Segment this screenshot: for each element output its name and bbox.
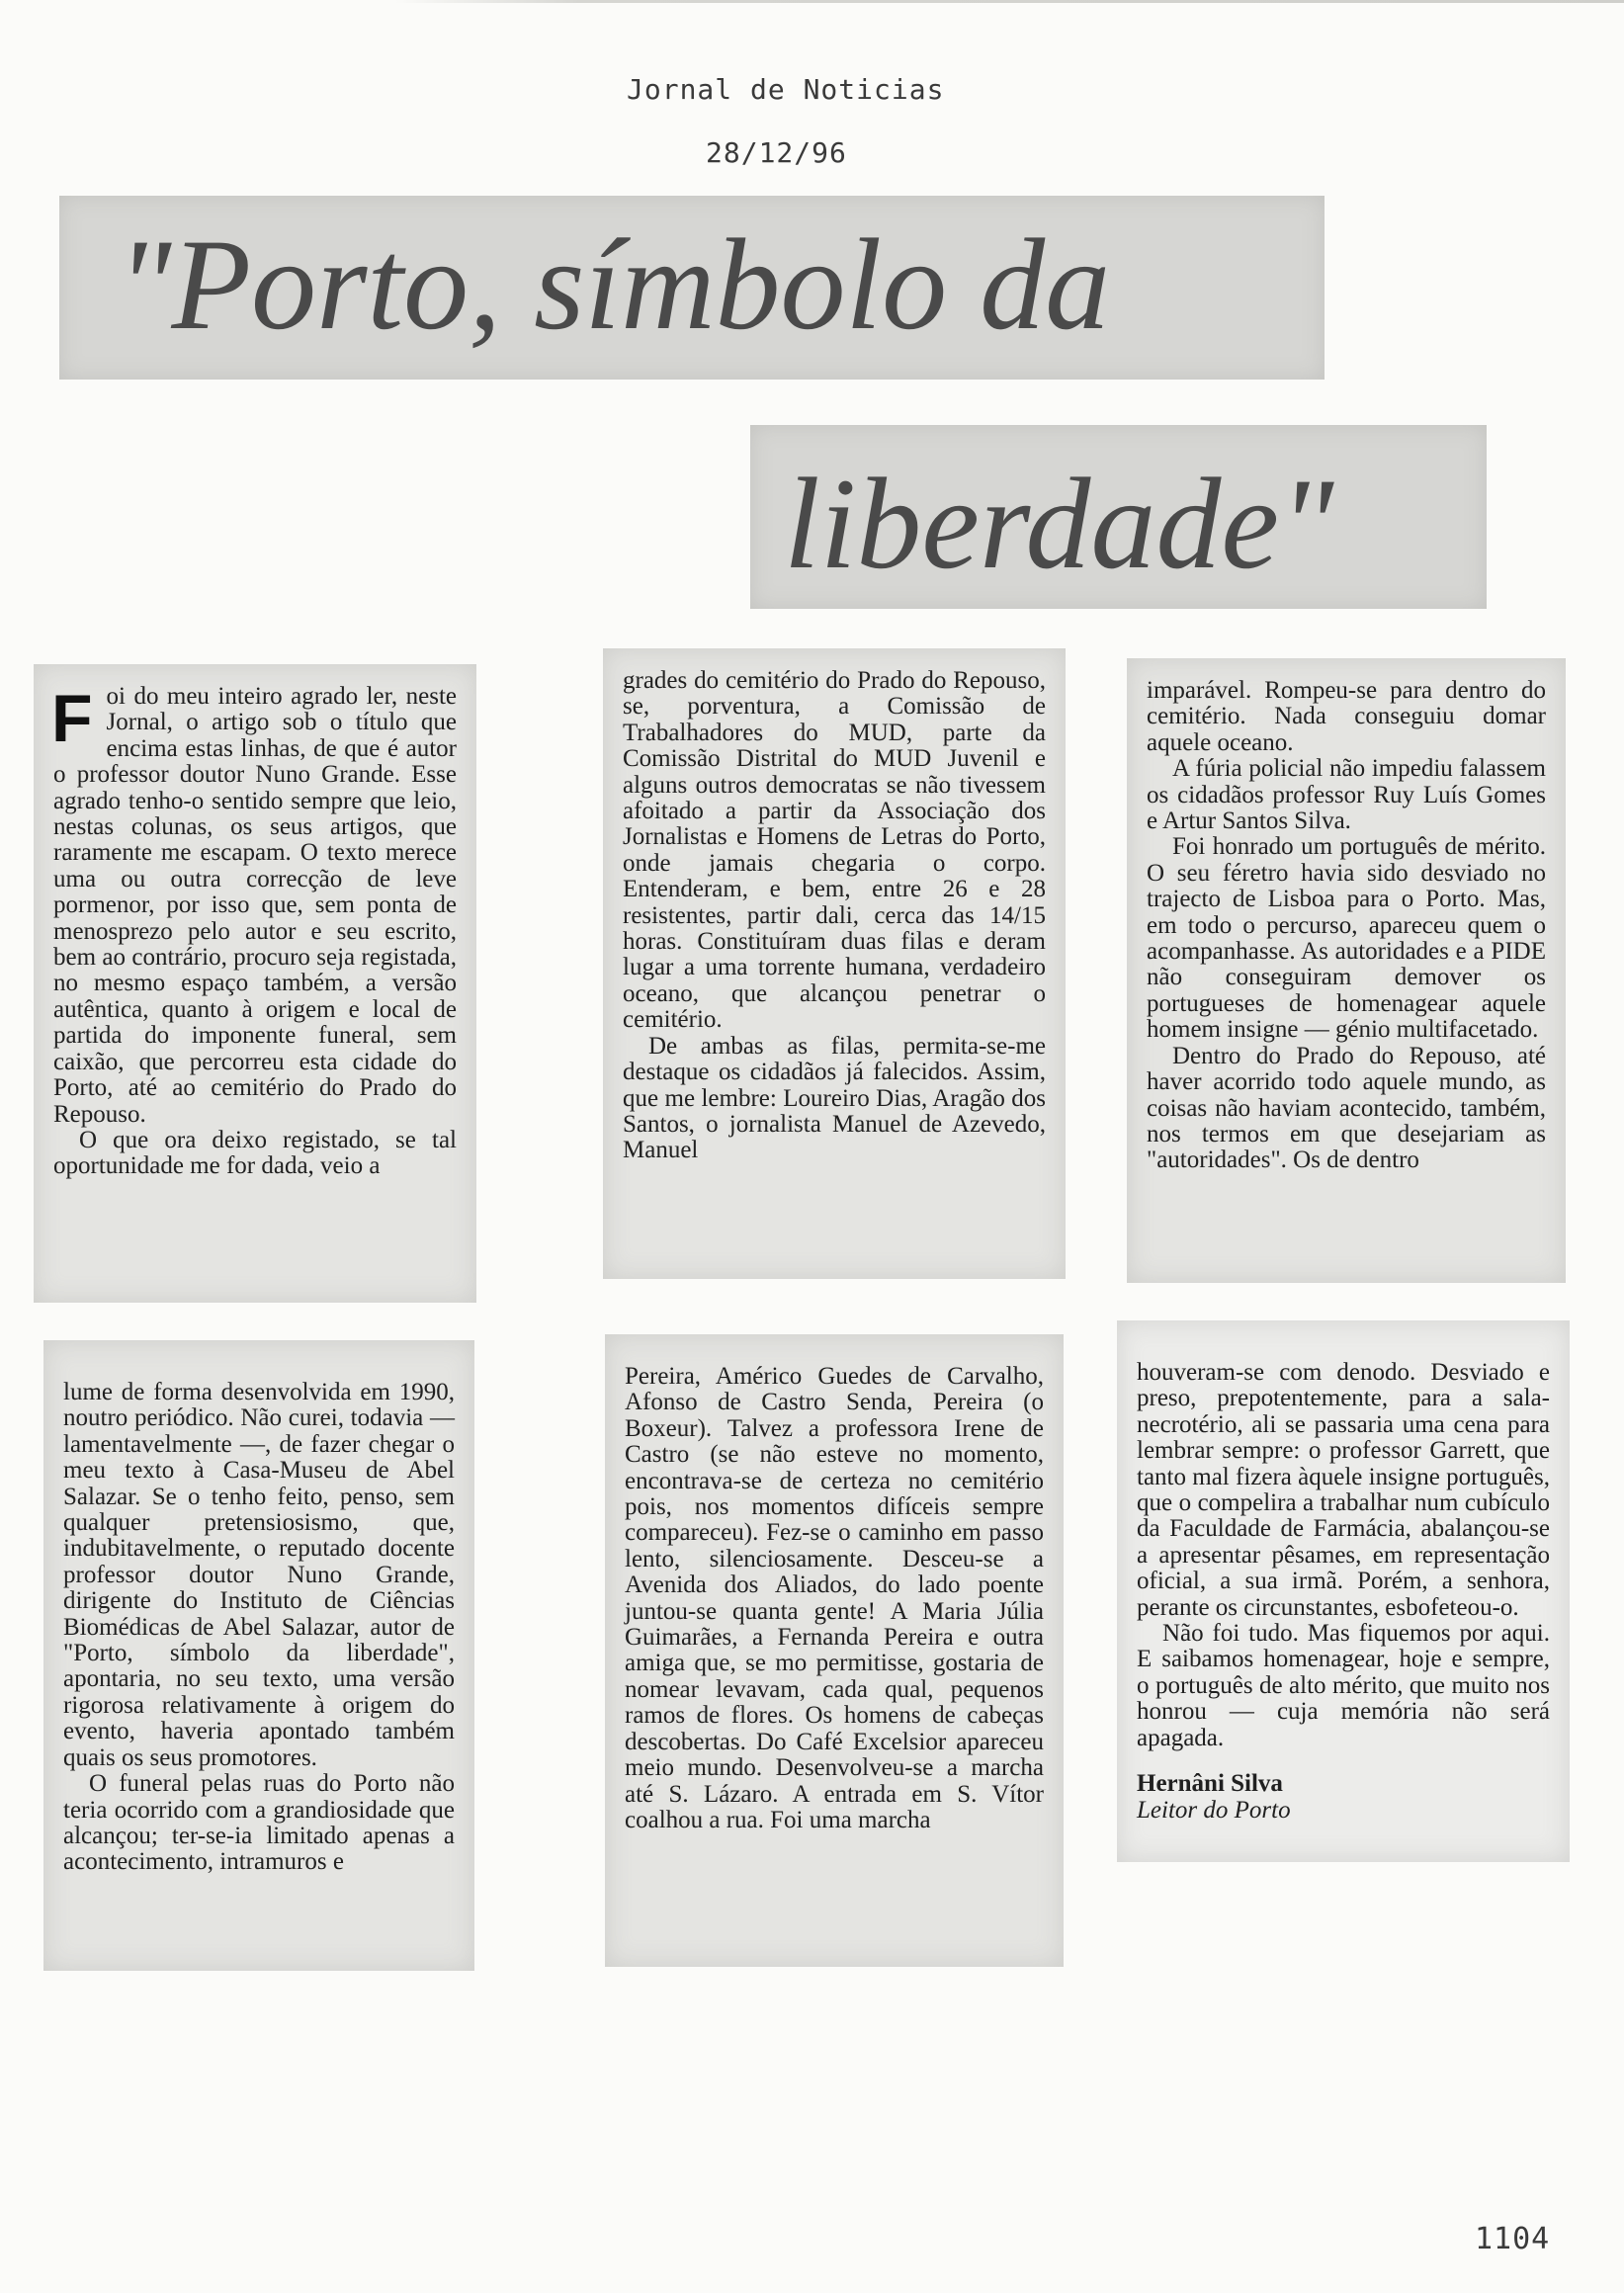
publication-date: 28/12/96 bbox=[706, 136, 847, 169]
page-number: 1104 bbox=[1475, 2222, 1551, 2256]
paragraph: O funeral pelas ruas do Porto não teria ocorrido com a grandiosidade que alcançou; ter-se-ia limitado apenas a acontecimento, intramuros e bbox=[63, 1770, 455, 1876]
signature-block bbox=[1137, 1771, 1550, 1824]
paragraph: Não foi tudo. Mas fiquemos por aqui. E saibamos homenagear, hoje e sempre, o português de alto mérito, que muito nos honrou — cuja memória não será apagada. bbox=[1137, 1620, 1550, 1751]
paragraph: lume de forma desenvolvida em 1990, noutro periódico. Não curei, todavia — lamentavelmente —, de fazer chegar o meu texto à Casa-Museu de Abel Salazar. Se o tenho feito, penso, sem qualquer pretensiosismo, que, indubitavelmente, o reputado docente professor doutor Nuno Grande, dirigente do Instituto de Ciências Biomédicas de Abel Salazar, autor de "Porto, símbolo da liberdade", apontaria, no seu texto, uma versão rigorosa relativamente à origem do evento, haveria apontado também quais os seus promotores. bbox=[63, 1379, 455, 1771]
paragraph: houveram-se com denodo. Desviado e preso, prepotentemente, para a sala-necrotério, ali se passaria uma cena para lembrar sempre: o professor Garrett, que tanto mal fizera àquele insigne português, que o compelira a trabalhar num cubículo da Faculdade de Farmácia, abalançou-se a apresentar pêsames, em representação oficial, a sua irmã. Porém, a senhora, perante os circunstantes, esbofeteou-o. bbox=[1137, 1359, 1550, 1621]
paragraph: Foi honrado um português de mérito. O seu féretro havia sido desviado no trajecto de Lisboa para o Porto. Mas, em todo o percurso, apareceu quem o acompanhasse. As autoridades e a PIDE não conseguiram demover os portugueses de homenagear aquele homem insigne — génio multifacetado. bbox=[1147, 833, 1546, 1044]
author-name: Hernâni Silva bbox=[1137, 1770, 1283, 1798]
top-rule bbox=[395, 0, 1624, 3]
paragraph: Dentro do Prado do Repouso, até haver acorrido todo aquele mundo, as coisas não haviam acontecido, também, nos termos em que desejariam as "autoridades". Os de dentro bbox=[1147, 1042, 1546, 1174]
column-5 bbox=[605, 1334, 1064, 1967]
paragraph: oi do meu inteiro agrado ler, neste Jornal, o artigo sob o título que encima estas linhas, de que é autor o professor doutor Nuno Grande. Esse agrado tenho-o sentido sempre que leio, nestas colunas, os seus artigos, que raramente me escapam. O texto merece uma ou outra correcção de leve pormenor, por isso que, sem ponta de menosprezo pelo autor e seu escrito, bem ao contrário, procuro seja registada, no mesmo espaço também, a versão autêntica, quanto à origem e local de partida do imponente funeral, sem caixão, que percorreu esta cidade do Porto, até ao cemitério do Prado do Repouso. bbox=[53, 683, 457, 1128]
column-1 bbox=[34, 664, 476, 1303]
column-3 bbox=[1127, 658, 1566, 1283]
paragraph: grades do cemitério do Prado do Repouso, se, porventura, a Comissão de Trabalhadores do MUD, parte da Comissão Distrital do MUD Juvenil e alguns outros democratas se não tivessem afoitado a partir da Associação dos Jornalistas e Homens de Letras do Porto, onde jamais chegaria o corpo. Entenderam, e bem, entre 26 e 28 resistentes, partir dali, cerca das 14/15 horas. Constituíram duas filas e deram lugar a uma torrente humana, verdadeiro oceano, que alcançou penetrar o cemitério. bbox=[623, 667, 1046, 1034]
headline-line-1 bbox=[59, 196, 1325, 380]
paragraph: Pereira, Américo Guedes de Carvalho, Afonso de Castro Senda, Pereira (o Boxeur). Talvez a professora Irene de Castro (se não esteve no momento, encontrava-se de certeza no cemitério pois, nos momentos difíceis sempre compareceu). Fez-se o caminho em passo lento, silenciosamente. Desceu-se a Avenida dos Aliados, do lado poente juntou-se quanta gente! A Maria Júlia Guimarães, a Fernanda Pereira e outra amiga que, se mo permitisse, gostaria de nomear levavam, cada qual, pequenos ramos de flores. Os homens de cabeças descobertas. Do Café Excelsior apareceu meio mundo. Desenvolveu-se a marcha até S. Lázaro. A entrada em S. Vítor coalhou a rua. Foi uma marcha bbox=[625, 1363, 1044, 1833]
column-6 bbox=[1117, 1320, 1570, 1862]
headline-line-2 bbox=[750, 425, 1487, 609]
headline-text-2: liberdade" bbox=[784, 451, 1334, 596]
author-role: Leitor do Porto bbox=[1137, 1796, 1291, 1824]
column-2 bbox=[603, 648, 1066, 1279]
source-name: Jornal de Noticias bbox=[627, 73, 945, 106]
paragraph: De ambas as filas, permita-se-me destaque os cidadãos já falecidos. Assim, que me lembre: Loureiro Dias, Aragão dos Santos, o jornalista Manuel de Azevedo, Manuel bbox=[623, 1032, 1046, 1164]
paragraph: imparável. Rompeu-se para dentro do cemitério. Nada conseguiu domar aquele oceano. bbox=[1147, 677, 1546, 756]
paragraph: A fúria policial não impediu falassem os cidadãos professor Ruy Luís Gomes e Artur Santos Silva. bbox=[1147, 755, 1546, 835]
column-4 bbox=[43, 1340, 474, 1971]
headline-text-1: "Porto, símbolo da bbox=[117, 212, 1111, 357]
drop-cap: F bbox=[51, 681, 93, 756]
paragraph: O que ora deixo registado, se tal oportunidade me for dada, veio a bbox=[53, 1126, 457, 1180]
